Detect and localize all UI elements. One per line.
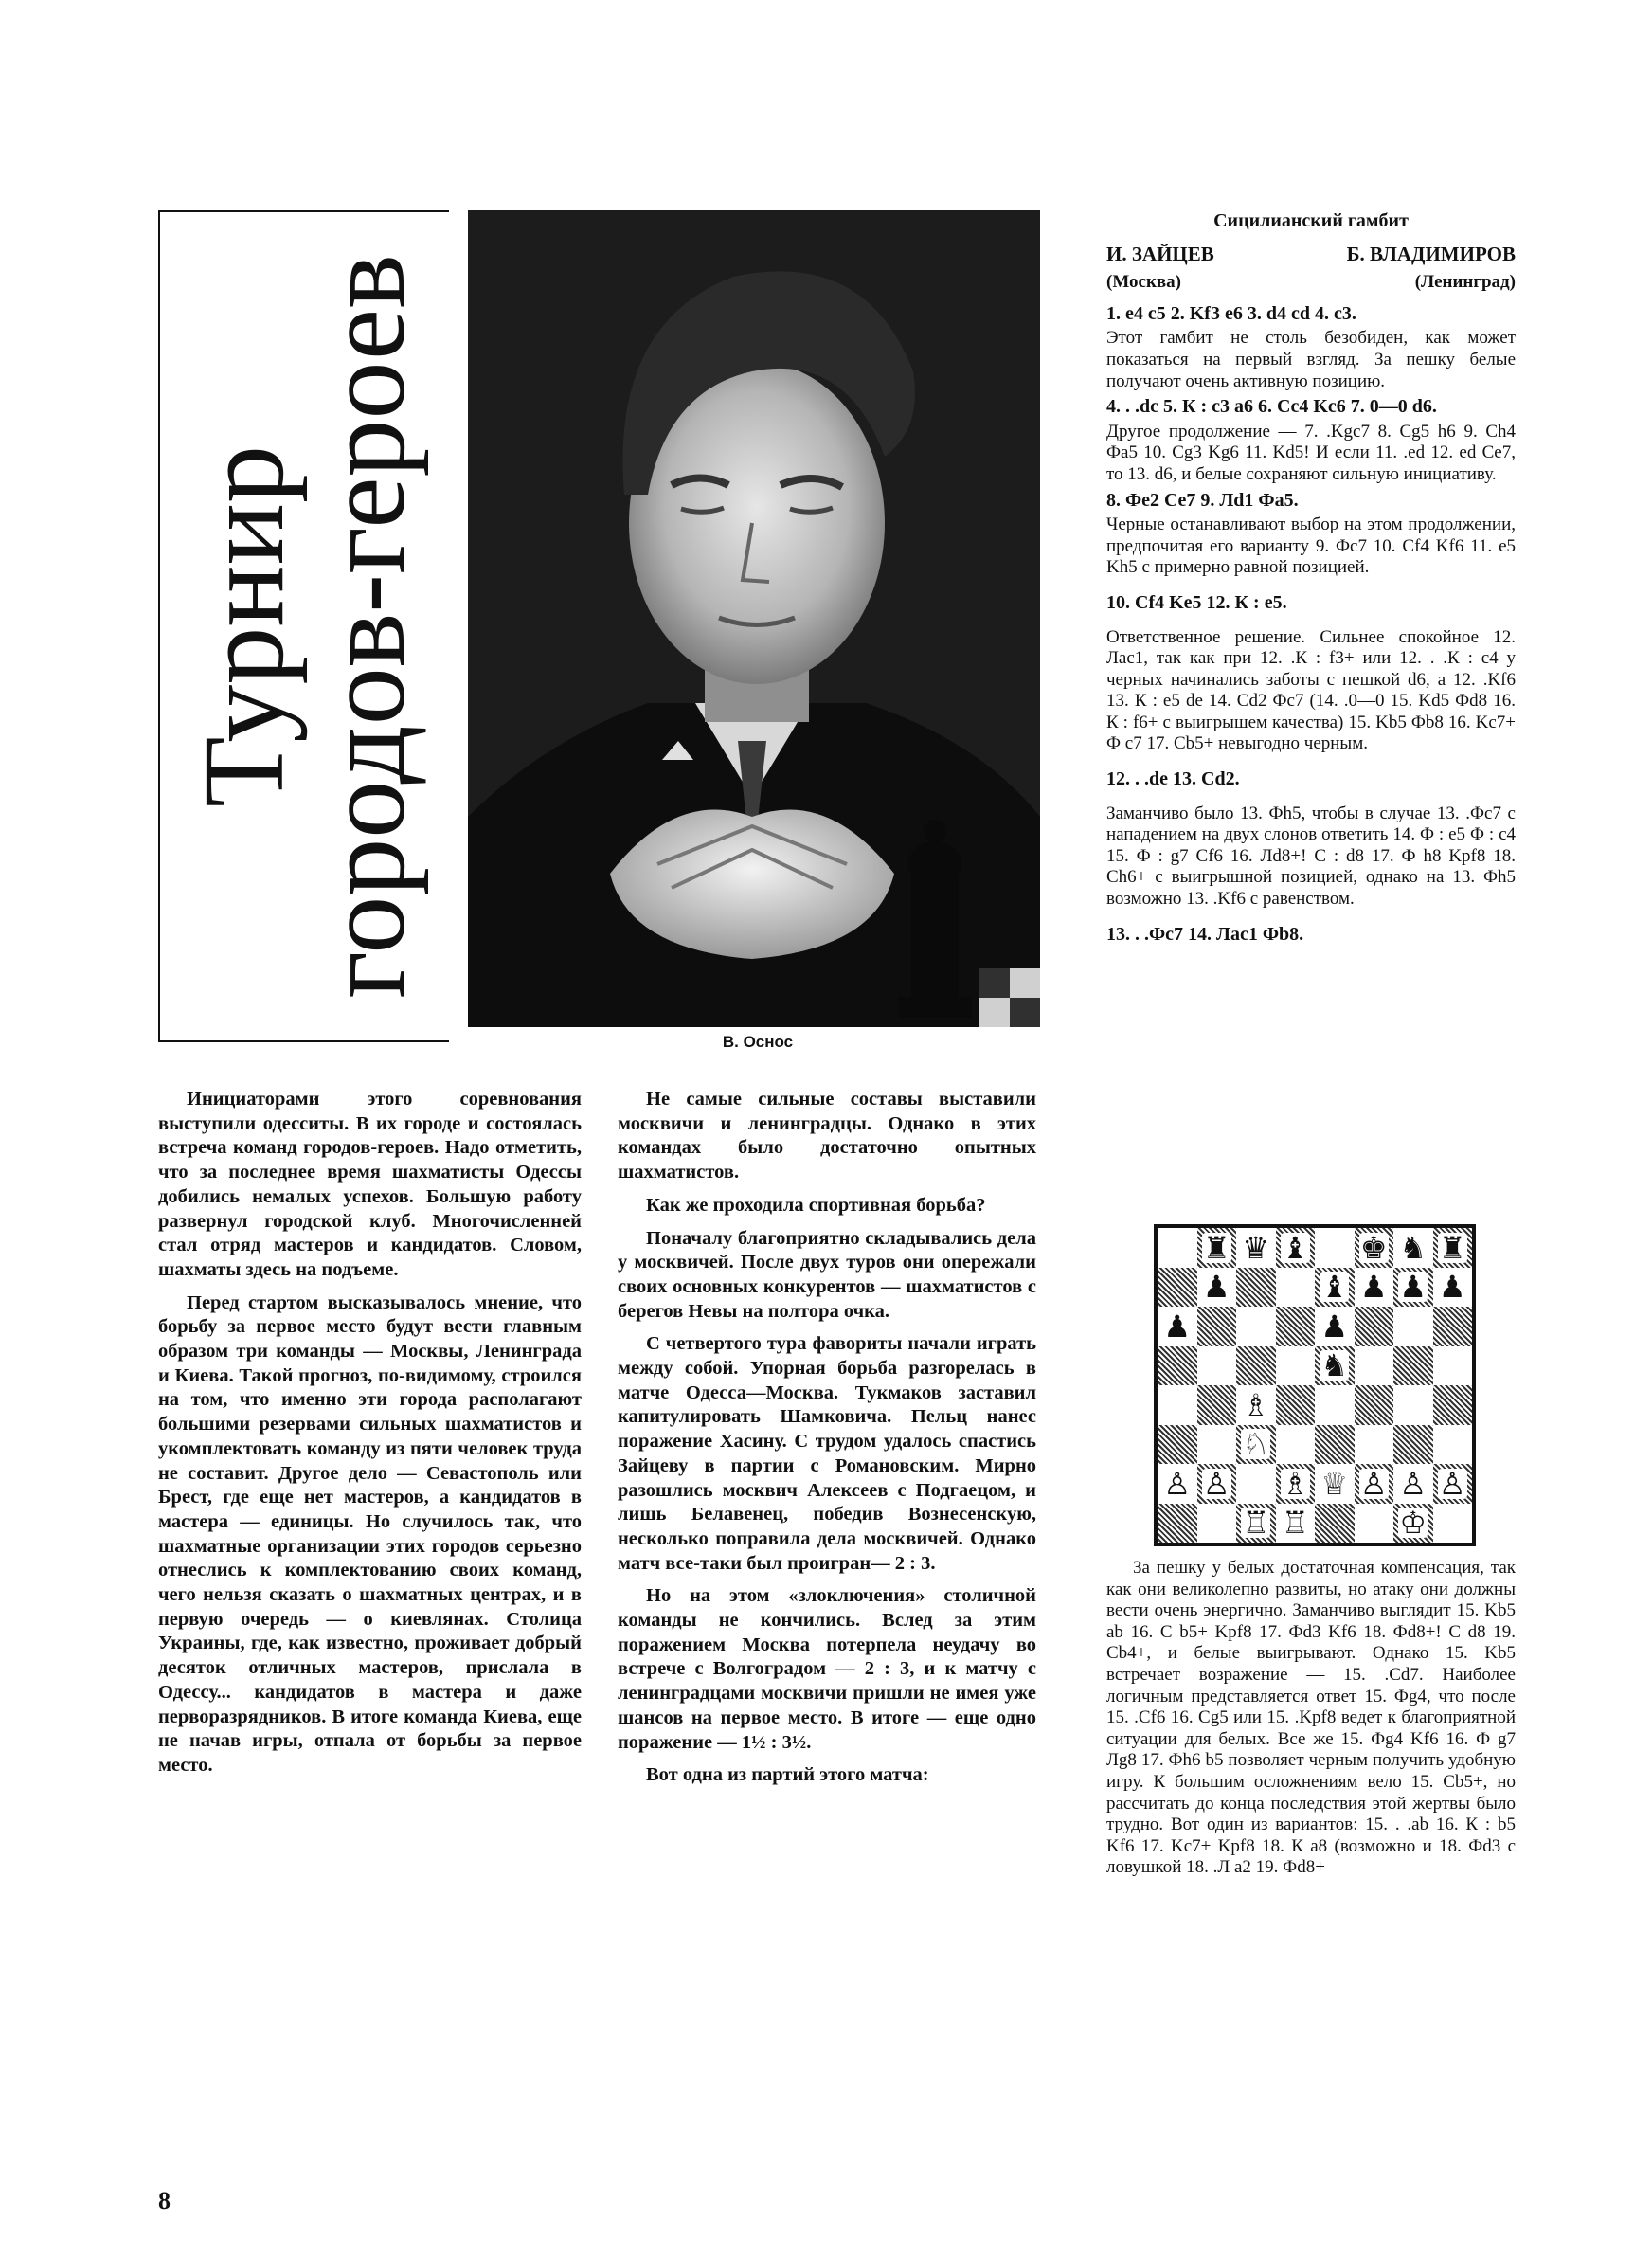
chess-piece-icon: ♙ — [1163, 1465, 1192, 1502]
board-square — [1236, 1464, 1276, 1504]
board-square — [1236, 1346, 1276, 1386]
board-square — [1393, 1504, 1433, 1544]
board-square — [1197, 1268, 1237, 1308]
comment: Ответственное решение. Сильнее спокойное 12. Лac1, так как при 12. .К : f3+ или 12. . .К : c4 у черных начинались заботы с пешкой d6, а 12. .Kf6 13. К : e5 de 14. Cd2 Фc7 (14. .0—0 15. Kd5 Фd8 16. К : f6+ с выигрышем качества) 15. Kb5 Фb8 16. Kc7+ Ф c7 17. Cb5+ невыгодно черным. — [1106, 626, 1516, 754]
comment: Этот гамбит не столь безобиден, как может показаться на первый взгляд. За пешку белые получают очень активную позицию. — [1106, 328, 1516, 391]
board-square — [1197, 1425, 1237, 1465]
board-square — [1315, 1307, 1355, 1346]
chess-piece-icon: ♝ — [1320, 1269, 1349, 1306]
game-annotation — [1106, 210, 1516, 948]
paragraph: Но на этом «злоключения» столичной команды не кончились. Вслед за этим поражением Москва потерпела неудачу во встрече с Волгоградом — 2 : 3, и к матчу с ленинградцами москвичи пришли не имея уже шансов на первое место. В итоге — еще одно поражение — 1½ : 3½. — [618, 1585, 1036, 1753]
chess-piece-icon: ♟ — [1399, 1269, 1428, 1306]
board-square — [1433, 1228, 1473, 1268]
board-square — [1158, 1307, 1197, 1346]
chess-piece-icon: ♙ — [1359, 1465, 1388, 1502]
chess-piece-icon: ♖ — [1242, 1505, 1270, 1542]
board-square — [1276, 1504, 1316, 1544]
board-square — [1315, 1228, 1355, 1268]
chess-piece-icon: ♞ — [1320, 1347, 1349, 1384]
board-square — [1355, 1268, 1394, 1308]
board-square — [1158, 1464, 1197, 1504]
article-column-1 — [158, 1088, 582, 1787]
board-square — [1276, 1464, 1316, 1504]
board-square — [1197, 1307, 1237, 1346]
comment: Заманчиво было 13. Фh5, чтобы в случае 13. .Фc7 с нападением на двух слонов ответить 14. Ф : e5 Ф : c4 15. Ф : g7 Cf6 16. Лd8+! С : d8 17. Ф h8 Kpf8 18. Ch6+ с выигрышной позицией, однако на 13. Фh5 возможно 13. .Kf6 с равенством. — [1106, 803, 1516, 910]
moves: 1. e4 c5 2. Kf3 e6 3. d4 cd 4. c3. — [1106, 302, 1356, 324]
board-square — [1197, 1346, 1237, 1386]
board-square — [1276, 1425, 1316, 1465]
board-square — [1197, 1464, 1237, 1504]
moves: 13. . .Фc7 14. Лac1 Фb8. — [1106, 923, 1304, 945]
paragraph: Не самые сильные составы выставили москвичи и ленинградцы. Однако в этих командах было достаточно опытных шахматистов. — [618, 1089, 1036, 1183]
article-title: Турнир городов-героев — [179, 254, 429, 999]
board-square — [1158, 1504, 1197, 1544]
board-square — [1197, 1504, 1237, 1544]
board-square — [1236, 1268, 1276, 1308]
paragraph: С четвертого тура фавориты начали играть между собой. Упорная борьба разгорелась в матче Одесса—Москва. Тукмаков заставил капитулировать Шамковича. Пельц нанес поражение Хасину. С трудом удалось спастись Зайцеву в партии с Романовским. Мирно разошлись москвич Алексеев с Подгаецом, и лишь Белавенец, победив Вознесенскую, несколько поправила дела москвичей. Однако матч все-таки был проигран— 2 : 3. — [618, 1333, 1036, 1574]
chess-piece-icon: ♟ — [1438, 1269, 1466, 1306]
paragraph: Инициаторами этого соревнования выступили одесситы. В их городе и состоялась встреча команд городов-героев. Надо отметить, что за последнее время шахматисты Одессы добились немалых успехов. Большую работу развернул городской клуб. Многочисленней стал отряд мастеров и кандидатов. Словом, шахматы здесь на подъеме. — [158, 1089, 582, 1280]
board-square — [1393, 1228, 1433, 1268]
board-square — [1393, 1307, 1433, 1346]
title-frame — [158, 210, 449, 1042]
board-square — [1158, 1228, 1197, 1268]
board-square — [1355, 1464, 1394, 1504]
cities-row — [1106, 272, 1516, 294]
paragraph: Перед стартом высказывалось мнение, что борьбу за первое место будут вести главным образом три команды — Москвы, Ленинграда и Киева. Такой прогноз, по-видимому, строился на том, что именно эти города располагают большими резервами сильных шахматистов и укомплектовать команду из пяти человек труда не составит. Другое дело — Севастополь или Брест, где еще нет мастеров, а кандидатов в мастера — единицы. Но случилось так, что шахматные организации этих городов серьезно отнеслись к комплектованию своих команд, чего нельзя сказать о шахматных центрах, и в первую очередь — о киевлянах. Столица Украины, где, как известно, проживает добрый десяток отличных мастеров, прислала в Одессу... кандидатов в мастера и даже перворазрядников. В итоге команда Киева, еще не начав игры, отпала от борьбы за первое место. — [158, 1291, 582, 1776]
black-city: (Ленинград) — [1414, 272, 1516, 293]
board-square — [1315, 1346, 1355, 1386]
board-square — [1393, 1346, 1433, 1386]
chess-piece-icon: ♟ — [1202, 1269, 1230, 1306]
board-square — [1236, 1307, 1276, 1346]
board-square — [1393, 1425, 1433, 1465]
board-square — [1276, 1385, 1316, 1425]
board-square — [1158, 1425, 1197, 1465]
chess-piece-icon: ♙ — [1202, 1465, 1230, 1502]
white-city: (Москва) — [1106, 272, 1181, 293]
chess-diagram — [1154, 1224, 1476, 1546]
chess-piece-icon: ♗ — [1281, 1465, 1309, 1502]
chess-piece-icon: ♞ — [1399, 1229, 1428, 1266]
comment: Черные останавливают выбор на этом продолжении, предпочитая его варианту 9. Фc7 10. Cf4 Kf6 11. e5 Kh5 с примерно равной позицией. — [1106, 515, 1516, 578]
board-square — [1158, 1346, 1197, 1386]
paragraph: Вот одна из партий этого матча: — [646, 1764, 929, 1786]
board-square — [1355, 1425, 1394, 1465]
moves: 10. Cf4 Ke5 12. К : e5. — [1106, 591, 1287, 613]
photo-caption: В. Оснос — [722, 1033, 794, 1051]
chess-piece-icon: ♟ — [1320, 1308, 1349, 1345]
board-square — [1433, 1425, 1473, 1465]
chess-piece-icon: ♟ — [1359, 1269, 1388, 1306]
board-square — [1158, 1268, 1197, 1308]
moves: 12. . .de 13. Cd2. — [1106, 768, 1240, 790]
paragraph: Как же проходила спортивная борьба? — [646, 1194, 986, 1216]
black-player: Б. ВЛАДИМИРОВ — [1346, 242, 1516, 265]
board-square — [1197, 1385, 1237, 1425]
board-square — [1355, 1228, 1394, 1268]
board-square — [1393, 1268, 1433, 1308]
chess-piece-icon: ♚ — [1359, 1229, 1388, 1266]
chess-piece-icon: ♔ — [1399, 1505, 1428, 1542]
board-square — [1355, 1504, 1394, 1544]
board-square — [1355, 1385, 1394, 1425]
opening-name: Сицилианский гамбит — [1213, 210, 1409, 231]
moves: 8. Фe2 Ce7 9. Лd1 Фa5. — [1106, 489, 1299, 511]
board-square — [1433, 1307, 1473, 1346]
white-player: И. ЗАЙЦЕВ — [1106, 242, 1214, 265]
player-photo — [468, 210, 1040, 1027]
board-square — [1276, 1268, 1316, 1308]
paragraph: Поначалу благоприятно складывались дела у москвичей. После двух туров они опережали своих основных конкурентов — шахматистов с берегов Невы на полтора очка. — [618, 1227, 1036, 1322]
board-square — [1355, 1307, 1394, 1346]
players-row — [1106, 244, 1516, 265]
board-square — [1315, 1385, 1355, 1425]
game-annotation-continued — [1106, 1558, 1516, 1879]
chess-piece-icon: ♙ — [1438, 1465, 1466, 1502]
board-square — [1433, 1385, 1473, 1425]
page-number: 8 — [158, 2187, 171, 2214]
board-square — [1236, 1425, 1276, 1465]
chess-piece-icon: ♗ — [1242, 1386, 1270, 1423]
board-square — [1315, 1504, 1355, 1544]
board-square — [1236, 1385, 1276, 1425]
chess-piece-icon: ♕ — [1320, 1465, 1349, 1502]
comment: За пешку у белых достаточная компенсация, так как они великолепно развиты, но атаку они должны вести очень энергично. Заманчиво выглядит 15. Kb5 ab 16. С b5+ Kpf8 17. Фd3 Kf6 18. Фd8+! С d8 19. Cb4+, и белые выигрывают. Однако 15. Kb5 встречает возражение — 15. .Cd7. Наиболее логичным представляется ответ 15. Фg4, что после 15. .Cf6 16. Cg5 или 15. .Kpf8 ведет к благоприятной ситуации для белых. Все же 15. Фg4 Kf6 16. Ф g7 Лg8 17. Фh6 b5 позволяет черным получить удобную игру. К большим осложнениям вело 15. Cb5+, но рассчитать до конца последствия этой жертвы было трудно. Вот один из вариантов: 15. . .ab 16. К : b5 Kf6 17. Kc7+ Kpf8 18. К a8 (возможно и 18. Фd3 с ловушкой 18. .Л a2 19. Фd8+ — [1106, 1558, 1516, 1878]
comment: Другое продолжение — 7. .Kgc7 8. Cg5 h6 9. Ch4 Фa5 10. Cg3 Kg6 11. Kd5! И если 11. .ed 12. ed Ce7, то 13. d6, и белые сохраняют сильную инициативу. — [1106, 421, 1516, 484]
board-square — [1433, 1504, 1473, 1544]
chess-piece-icon: ♖ — [1281, 1505, 1309, 1542]
chess-piece-icon: ♛ — [1242, 1229, 1270, 1266]
portrait-illustration — [468, 210, 1040, 1027]
board-square — [1433, 1346, 1473, 1386]
board-square — [1393, 1385, 1433, 1425]
board-square — [1236, 1228, 1276, 1268]
article-column-2 — [618, 1088, 1036, 1797]
board-square — [1315, 1268, 1355, 1308]
chess-piece-icon: ♙ — [1399, 1465, 1428, 1502]
board-square — [1433, 1268, 1473, 1308]
chess-piece-icon: ♜ — [1438, 1229, 1466, 1266]
chess-piece-icon: ♜ — [1202, 1229, 1230, 1266]
chess-piece-icon: ♟ — [1163, 1308, 1192, 1345]
board-square — [1315, 1464, 1355, 1504]
board-square — [1276, 1307, 1316, 1346]
board-square — [1355, 1346, 1394, 1386]
board-square — [1197, 1228, 1237, 1268]
board-square — [1393, 1464, 1433, 1504]
chess-piece-icon: ♘ — [1242, 1426, 1270, 1463]
board-square — [1236, 1504, 1276, 1544]
chess-piece-icon: ♝ — [1281, 1229, 1309, 1266]
board-square — [1315, 1425, 1355, 1465]
board-square — [1276, 1346, 1316, 1386]
board-square — [1433, 1464, 1473, 1504]
board-square — [1276, 1228, 1316, 1268]
moves: 4. . .dc 5. К : c3 a6 6. Cc4 Kc6 7. 0—0 d6. — [1106, 396, 1437, 418]
board-square — [1158, 1385, 1197, 1425]
